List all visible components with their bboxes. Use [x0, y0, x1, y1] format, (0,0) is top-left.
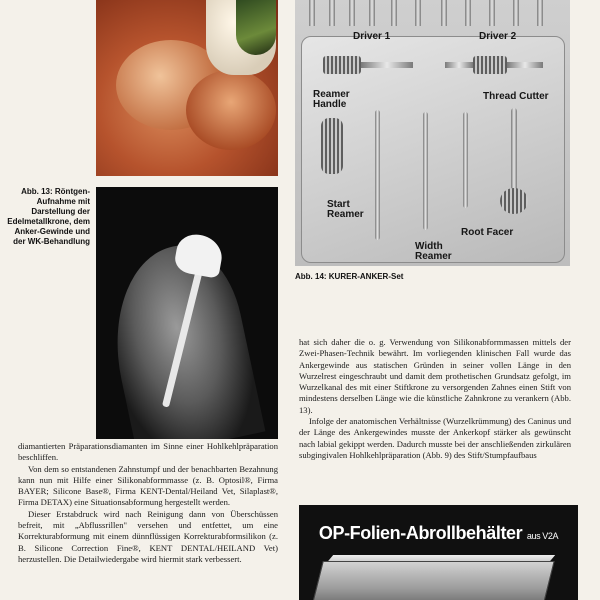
anchor-set-photo [295, 0, 570, 266]
label-reamer-handle-2: Handle [313, 99, 347, 110]
gingiva-photo [96, 0, 278, 176]
right-column-text [299, 337, 571, 461]
left-paragraph-3: Dieser Erstabdruck wird nach Reinigung dann von Überschüssen befreit, mit „Abflussrillen" versehen und entfettet, um eine Korrekturabformung mit einem dünnflüssigen Korrekturabformsilikon (z. B. Silicone Correction Fine®, KENT DENTAL/HEILAND Vet) herzustellen. Die Detailwiedergabe wird hiermit stark verbessert. [18, 508, 278, 564]
label-width-reamer-2: Reamer [415, 251, 452, 262]
figure-13-caption: Abb. 13: Röntgen-Aufnahme mit Darstellung der Edelmetallkrone, dem Anker-Gewinde und der WK-Behandlung [7, 187, 90, 246]
left-column-text [18, 441, 278, 565]
label-driver-2: Driver 2 [479, 31, 517, 42]
label-root-facer: Root Facer [461, 227, 514, 238]
container-image [311, 561, 554, 600]
label-reamer-handle-1: Reamer [313, 89, 350, 100]
left-paragraph-1: diamantierten Präparationsdiamanten im Sinne einer Hohlkehlpräparation beschliffen. [18, 441, 278, 463]
xray-photo [96, 187, 278, 439]
advert-headline-main: OP-Folien-Abrollbehälter [318, 523, 523, 543]
label-start-reamer-1: Start [327, 199, 350, 210]
label-start-reamer-2: Reamer [327, 209, 364, 220]
advert-headline-suffix: aus V2A [526, 531, 559, 541]
label-driver-1: Driver 1 [353, 31, 391, 42]
figure-14-caption: Abb. 14: KURER-ANKER-Set [295, 272, 404, 281]
label-width-reamer-1: Width [415, 241, 443, 252]
advert-headline [299, 523, 578, 544]
left-paragraph-2: Von dem so entstandenen Zahnstumpf und der benachbarten Bezahnung kann nun mit Hilfe einer Silikonabformmasse (z. B. Optosil®, Firma BAYER; Silicone Base®, Firma KENT-Dental/Heiland Vet, Silaplast®, Firma DETAX) eine Situationsabformung hergestellt werden. [18, 463, 278, 508]
right-paragraph-2: Infolge der anatomischen Verhältnisse (Wurzelkrümmung) des Caninus und der Länge des Ankergewindes musste der Ankerkopf stärker als gewünscht nach labial gekippt werden. Dadurch musste bei der anschließenden zirkulären subgingivalen Hohlkehlpräparation (Abb. 9) des Stift/Stumpfaufbaus [299, 416, 571, 460]
right-paragraph-1: hat sich daher die o. g. Verwendung von Silikonabformmassen mittels der Zwei-Phasen-Technik bewährt. Im vorliegenden klinischen Fall wurde das Ankergewinde aus statischen Gründen in seiner vollen Länge in den Wurzelrest eingeschraubt und damit dem prothetischen Grundsatz gefolgt, im Wurzelkanal des mit einer Stiftkrone zu versorgenden Zahnes einen Stift von mindestens derselben Länge wie die künstliche Zahnkrone zu verankern (Abb. 13). [299, 337, 571, 415]
advert-banner [299, 505, 578, 600]
label-thread-cutter: Thread Cutter [483, 91, 549, 102]
